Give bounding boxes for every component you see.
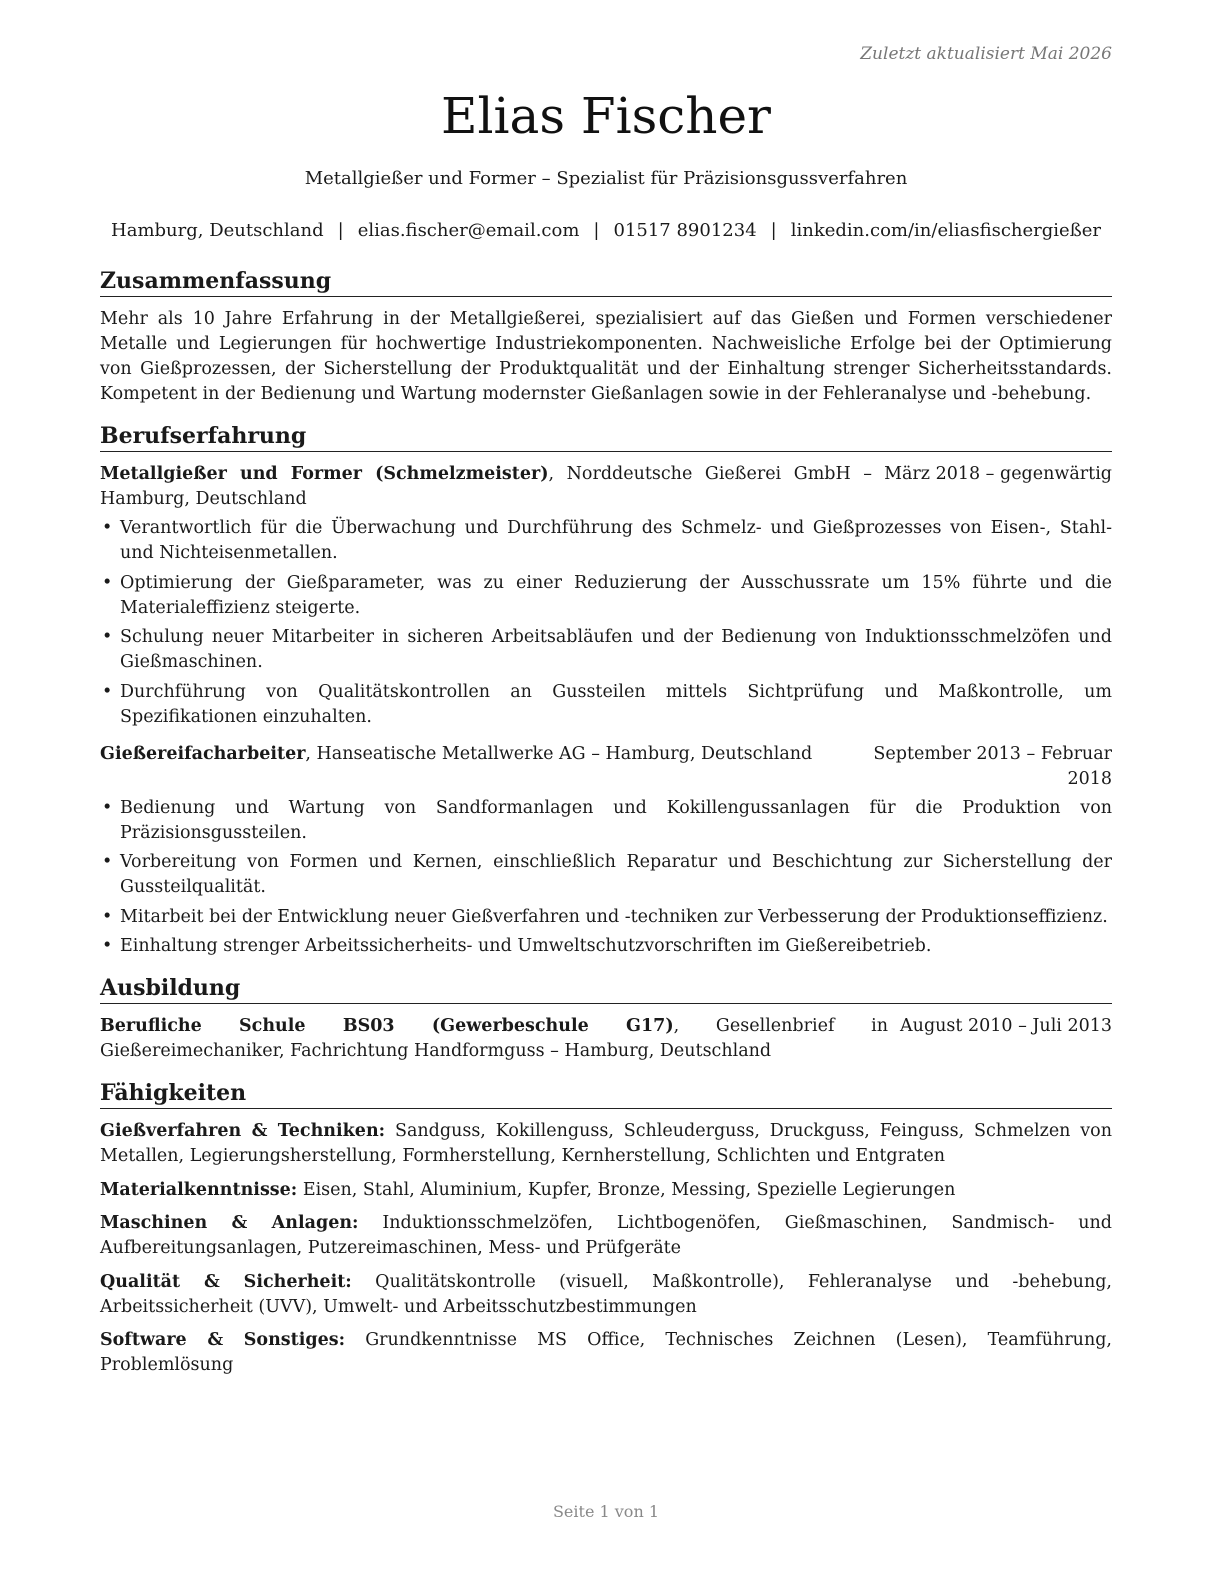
skill-label: Materialkenntnisse: [100, 1179, 298, 1200]
job-bullets [100, 516, 1112, 730]
education-detail: , Gesellenbrief in Gießereimechaniker, Fachrichtung Handformguss – Hamburg, Deutschland [100, 1016, 889, 1061]
skill-label: Gießverfahren & Techniken: [100, 1121, 386, 1141]
skill-value: Grundkenntnisse MS Office, Technisches Zeichnen (Lesen), Teamführung, Problemlösung [100, 1330, 1112, 1375]
section-title: Ausbildung [100, 973, 1112, 1004]
skill-row [100, 1270, 1112, 1320]
contact-separator: | [337, 220, 344, 241]
candidate-tagline: Metallgießer und Former – Spezialist für Präzisionsgussverfahren [304, 168, 908, 189]
candidate-name: Elias Fischer [441, 87, 771, 145]
experience-section [100, 421, 1112, 959]
skill-label: Maschinen & Anlagen: [100, 1213, 359, 1233]
education-school: Berufliche Schule BS03 (Gewerbeschule G17) [100, 1016, 674, 1036]
job-dates: September 2013 – Februar 2018 [873, 743, 1112, 789]
skill-label: Qualität & Sicherheit: [100, 1271, 352, 1292]
skills-section [100, 1078, 1112, 1378]
list-item: • Durchführung von Qualitätskontrollen an Gussteilen mittels Sichtprüfung und Maßkontrolle, um Spezifikationen einzuhalten. [100, 680, 1112, 730]
job-entry [100, 462, 1112, 730]
list-item: • Verantwortlich für die Überwachung und Durchführung des Schmelz- und Gießprozesses von Eisen-, Stahl- und Nichteisenmetallen. [100, 516, 1112, 566]
list-item: • Bedienung und Wartung von Sandformanlagen und Kokillengussanlagen für die Produktion von Präzisionsgussteilen. [100, 796, 1112, 846]
section-title: Berufserfahrung [100, 421, 1112, 452]
last-updated: Zuletzt aktualisiert Mai 2026 [860, 44, 1112, 64]
skill-value: Sandguss, Kokillenguss, Schleuderguss, Druckguss, Feinguss, Schmelzen von Metallen, Legierungsherstellung, Formherstellung, Kernherstellung, Schlichten und Entgraten [100, 1121, 1112, 1166]
list-item: • Vorbereitung von Formen und Kernen, einschließlich Reparatur und Beschichtung zur Sicherstellung der Gussteilqualität. [100, 850, 1112, 900]
job-role: Gießereifacharbeiter [100, 743, 306, 764]
job-company: , Hanseatische Metallwerke AG – Hamburg, Deutschland [305, 743, 813, 764]
contact-line [100, 218, 1112, 244]
resume-content [100, 266, 1112, 1392]
skill-value: Induktionsschmelzöfen, Lichtbogenöfen, Gießmaschinen, Sandmisch- und Aufbereitungsanlagen, Putzereimaschinen, Mess- und Prüfgeräte [100, 1213, 1113, 1258]
job-dates: März 2018 – gegenwärtig [884, 464, 1112, 484]
contact-linkedin[interactable]: linkedin.com/in/eliasfischergießer [790, 220, 1101, 241]
contact-separator: | [593, 220, 600, 241]
skill-value: Qualitätskontrolle (visuell, Maßkontrolle), Fehleranalyse und -behebung, Arbeitssicherheit (UVV), Umwelt- und Arbeitsschutzbestimmungen [100, 1271, 1112, 1317]
education-dates: August 2010 – Juli 2013 [900, 1016, 1112, 1036]
education-title [100, 1014, 888, 1064]
contact-phone: 01517 8901234 [613, 220, 757, 241]
section-title: Fähigkeiten [100, 1078, 1112, 1109]
page-number: Seite 1 von 1 [552, 1502, 660, 1521]
job-entry [100, 742, 1112, 960]
job-title [100, 462, 872, 512]
skill-row [100, 1178, 1112, 1203]
list-item: • Einhaltung strenger Arbeitssicherheits- und Umweltschutzvorschriften im Gießereibetrieb. [100, 934, 1112, 959]
skill-row [100, 1328, 1112, 1378]
job-title [100, 742, 860, 767]
job-header [100, 742, 1112, 792]
skill-label: Software & Sonstiges: [100, 1330, 346, 1350]
contact-email[interactable]: elias.fischer@email.com [357, 220, 580, 241]
job-role: Metallgießer und Former (Schmelzmeister) [100, 464, 549, 484]
resume-page [100, 0, 1112, 1584]
job-company: , Norddeutsche Gießerei GmbH – Hamburg, Deutschland [100, 464, 873, 509]
skill-row [100, 1119, 1112, 1169]
section-title: Zusammenfassung [100, 266, 1112, 297]
summary-section [100, 266, 1112, 407]
summary-text: Mehr als 10 Jahre Erfahrung in der Metallgießerei, spezialisiert auf das Gießen und Formen verschiedener Metalle und Legierungen für hochwertige Industriekomponenten. Nachweisliche Erfolge bei der Optimierung von Gießprozessen, der Sicherstellung der Produktqualität und der Einhaltung strenger Sicherheitsstandards. Kompetent in der Bedienung und Wartung modernster Gießanlagen sowie in der Fehleranalyse und -behebung. [100, 309, 1112, 404]
education-section [100, 973, 1112, 1064]
list-item: • Schulung neuer Mitarbeiter in sicheren Arbeitsabläufen und der Bedienung von Induktionsschmelzöfen und Gießmaschinen. [100, 625, 1112, 675]
list-item: • Mitarbeit bei der Entwicklung neuer Gießverfahren und -techniken zur Verbesserung der Produktionseffizienz. [100, 905, 1112, 930]
skill-row [100, 1211, 1112, 1261]
list-item: • Optimierung der Gießparameter, was zu einer Reduzierung der Ausschussrate um 15% führte und die Materialeffizienz steigerte. [100, 571, 1112, 621]
contact-separator: | [770, 220, 777, 241]
skill-value: Eisen, Stahl, Aluminium, Kupfer, Bronze, Messing, Spezielle Legierungen [297, 1179, 956, 1200]
job-header [100, 462, 1112, 512]
job-bullets [100, 796, 1112, 960]
contact-location: Hamburg, Deutschland [111, 220, 324, 241]
education-entry [100, 1014, 1112, 1064]
